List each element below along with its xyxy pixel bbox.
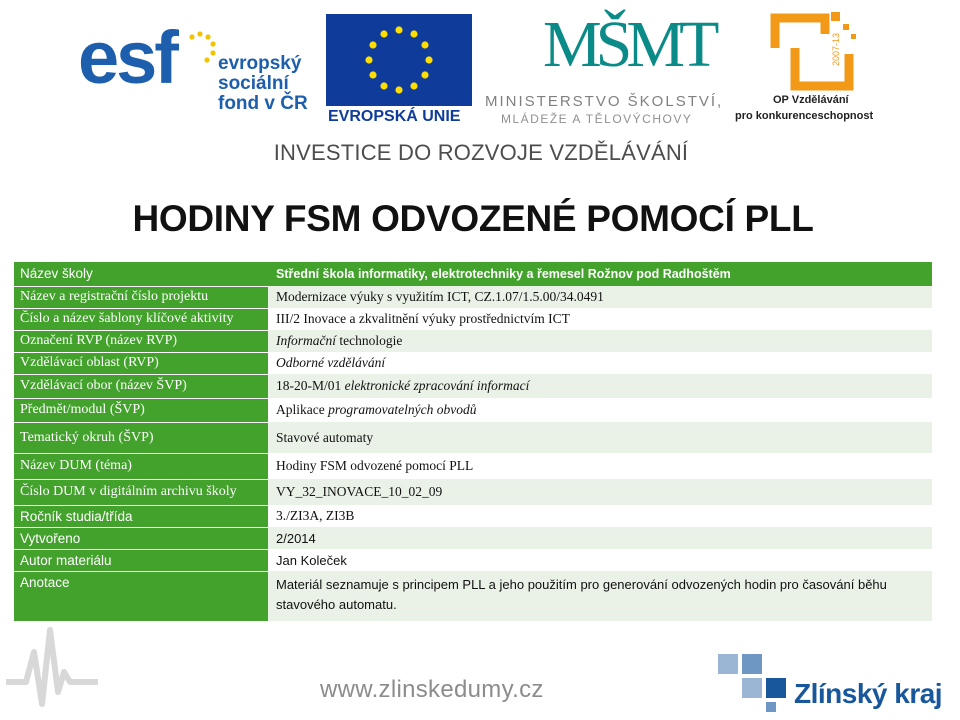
msmt-logo-mark: MŠMT: [543, 8, 714, 81]
row-label: Anotace: [14, 571, 268, 621]
page-title: HODINY FSM ODVOZENÉ POMOCÍ PLL: [132, 198, 814, 239]
row-label: Autor materiálu: [14, 549, 268, 571]
row-value-italic: elektronické zpracování informací: [344, 378, 530, 393]
table-row: [14, 422, 932, 453]
row-value: Střední škola informatiky, elektrotechniky a řemesel Rožnov pod Radhoštěm: [268, 262, 932, 286]
row-value: Stavové automaty: [268, 422, 932, 453]
table-row: [14, 398, 932, 422]
footer-url: www.zlinskedumy.cz: [320, 676, 544, 703]
table-row: [14, 479, 932, 505]
table-row: [14, 453, 932, 479]
kraj-name: Zlínský kraj: [794, 678, 943, 709]
msmt-logo-line-1: MINISTERSTVO ŠKOLSTVÍ,: [485, 93, 724, 110]
esf-logo-text: [218, 54, 308, 114]
msmt-logo-line-2: MLÁDEŽE A TĚLOVÝCHOVY: [501, 112, 693, 126]
row-value: VY_32_INOVACE_10_02_09: [268, 479, 932, 505]
investice-slogan: INVESTICE DO ROZVOJE VZDĚLÁVÁNÍ: [273, 140, 689, 165]
row-value: Modernizace výuky s využitím ICT, CZ.1.07/1.5.00/34.0491: [268, 286, 932, 308]
metadata-table: [14, 262, 932, 622]
row-value: 2/2014: [268, 527, 932, 549]
row-label: Název a registrační číslo projektu: [14, 286, 268, 308]
eu-logo: [326, 14, 474, 126]
table-row: [14, 374, 932, 398]
op-badge-text: 2007-13: [831, 32, 841, 66]
row-label: Vytvořeno: [14, 527, 268, 549]
row-value-italic: programovatelných obvodů: [328, 402, 477, 417]
row-label: Vzdělávací oblast (RVP): [14, 352, 268, 374]
row-label: Předmět/modul (ŠVP): [14, 398, 268, 422]
row-value: Hodiny FSM odvozené pomocí PLL: [268, 453, 932, 479]
table-row: [14, 330, 932, 352]
row-label: Číslo a název šablony klíčové aktivity: [14, 308, 268, 330]
esf-line-3: fond v ČR: [218, 93, 308, 114]
op-logo-line-2: pro konkurenceschopnost: [735, 110, 874, 122]
table-row: [14, 308, 932, 330]
table-row: [14, 505, 932, 527]
row-value: 3./ZI3A, ZI3B: [268, 505, 932, 527]
row-label: Označení RVP (název RVP): [14, 330, 268, 352]
table-row: [14, 262, 932, 286]
esf-line-1: evropský: [218, 53, 302, 74]
row-value: Jan Koleček: [268, 549, 932, 571]
row-label: Číslo DUM v digitálním archivu školy: [14, 479, 268, 505]
table-row: [14, 549, 932, 571]
table-row: [14, 571, 932, 621]
msmt-logo: [485, 8, 725, 128]
table-row: [14, 352, 932, 374]
esf-stars-icon: [182, 30, 218, 66]
row-label: Název DUM (téma): [14, 453, 268, 479]
table-row: [14, 286, 932, 308]
row-label: Vzdělávací obor (název ŠVP): [14, 374, 268, 398]
eu-logo-label: EVROPSKÁ UNIE: [328, 108, 461, 125]
row-value: Odborné vzdělávání: [268, 352, 932, 374]
row-value: Materiál seznamuje s principem PLL a jeho použitím pro generování odvozených hodin pro časování běhu stavového automatu.: [268, 571, 932, 621]
row-label: Ročník studia/třída: [14, 505, 268, 527]
row-value-plain: technologie: [336, 333, 403, 348]
heartbeat-watermark-icon: [6, 622, 98, 712]
row-value: III/2 Inovace a zkvalitnění výuky prostřednictvím ICT: [268, 308, 932, 330]
esf-logo: [78, 18, 323, 128]
zlinsky-kraj-logo: [718, 654, 943, 714]
row-value-plain: 18-20-M/01: [276, 378, 345, 393]
row-value-plain: Aplikace: [276, 402, 329, 417]
esf-logo-mark: esf: [78, 16, 176, 99]
row-label: Název školy: [14, 262, 268, 286]
row-value: [268, 374, 932, 398]
row-value: [268, 398, 932, 422]
op-logo-icon: [765, 8, 860, 93]
row-label: Tematický okruh (ŠVP): [14, 422, 268, 453]
esf-line-2: sociální: [218, 73, 289, 94]
logo-band: [0, 0, 960, 175]
eu-flag-icon: [326, 14, 472, 106]
row-value-italic: Informační: [276, 333, 336, 348]
row-value: [268, 330, 932, 352]
op-logo: [735, 8, 890, 128]
table-row: [14, 527, 932, 549]
op-logo-line-1: OP Vzdělávání: [773, 94, 849, 106]
kraj-squares-icon: [718, 654, 790, 712]
